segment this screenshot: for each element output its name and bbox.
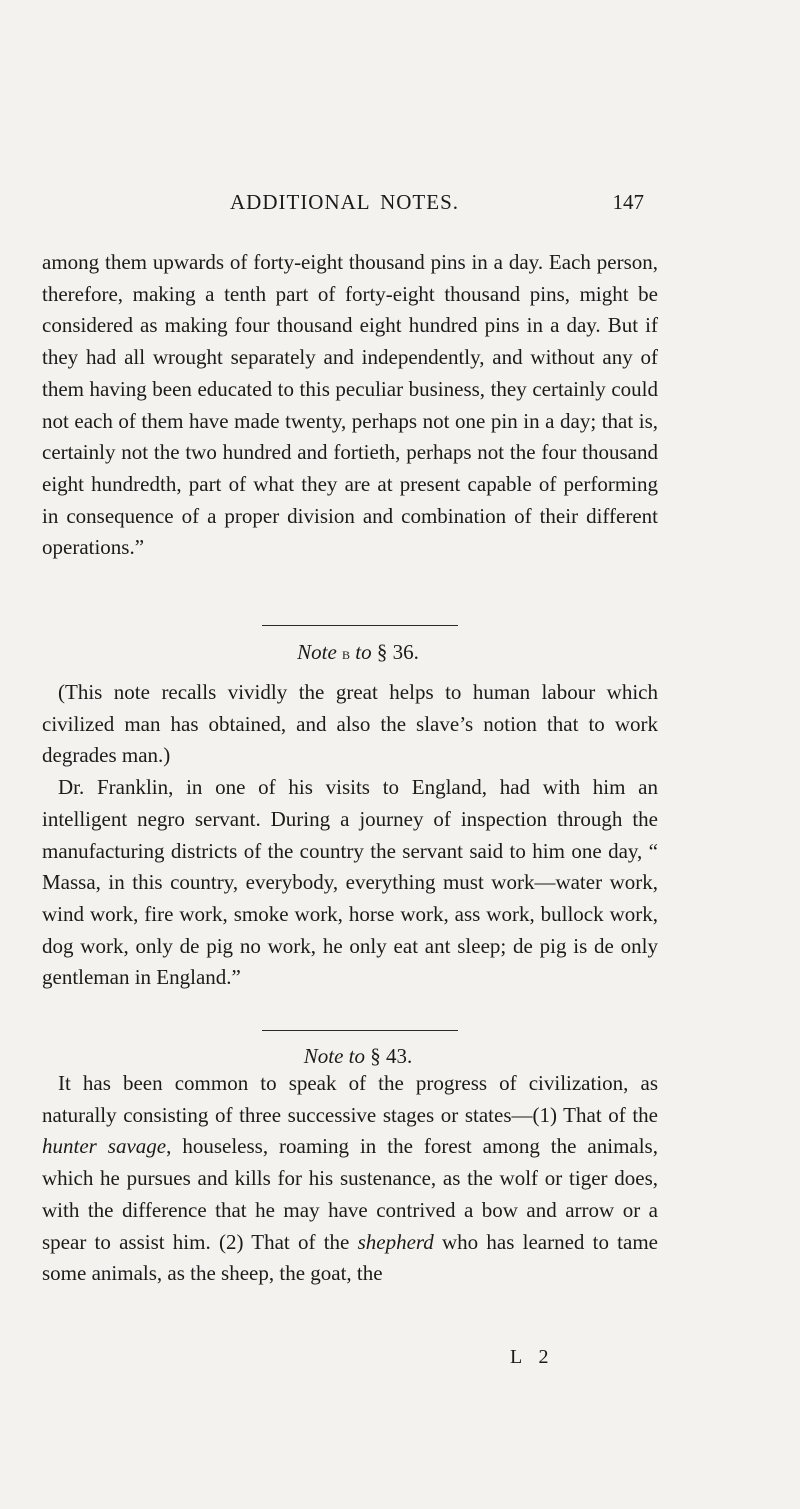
page-number: 147: [612, 190, 644, 214]
note-b-intro: (This note recalls vividly the great helps to human labour which civilized man has obtained, and also the slave’s notion that to work degrades man.): [42, 680, 658, 768]
note-43-body: [42, 1068, 658, 1290]
section-divider: [262, 1030, 458, 1031]
note-43-hunter-savage: hunter savage: [42, 1134, 167, 1159]
signature-mark: L 2: [510, 1346, 555, 1368]
note-heading-43: [0, 1044, 716, 1069]
note-heading-letter: b: [342, 644, 351, 663]
note-43-shepherd: shepherd: [357, 1229, 434, 1254]
note-b-body: Dr. Franklin, in one of his visits to England, had with him an intelligent negro servant. During a journey of inspection through the manufacturing districts of the country the servant said to him one day, “ Massa, in this country, everybody, everything must work—water work, wind work, fire work, smoke work, horse work, ass work, bullock work, dog work, only de pig no work, he only eat ant sleep; de pig is de only gentleman in England.”: [42, 775, 658, 990]
section-divider: [262, 625, 458, 626]
note-b-text: [42, 677, 658, 994]
running-head: ADDITIONAL NOTES.: [230, 190, 460, 214]
note-43-text-c: who has learned to tame some animals, as the sheep, the goat, the: [42, 1229, 658, 1286]
note-heading-prefix: Note to: [303, 1044, 365, 1068]
note-heading-prefix: Note: [297, 640, 337, 664]
note-heading-section: § 43.: [370, 1044, 413, 1068]
paragraph-continuation: among them upwards of forty-eight thousand pins in a day. Each person, therefore, making a tenth part of forty-eight thousand pins, might be considered as making four thousand eight hundred pins in a day. But if they had all wrought separately and independently, and without any of them having been educated to this peculiar business, they certainly could not each of them have made twenty, perhaps not one pin in a day; that is, certainly not the two hundred and fortieth, perhaps not the four thousand eight hundredth, part of what they are at present capable of performing in consequence of a proper division and combination of their different operations.”: [42, 250, 658, 560]
note-43-text-b: , houseless, roaming in the forest among the animals, which he pursues and kills for his sustenance, as the wolf or tiger does, with the difference that he may have contrived a bow and arrow or a spear to assist him. (2) That of the: [42, 1134, 658, 1254]
note-heading-to: to: [355, 640, 372, 664]
note-heading-section: § 36.: [376, 640, 419, 664]
page-header: [0, 190, 800, 220]
note-43-text-a: It has been common to speak of the progress of civilization, as naturally consisting of three successive stages or states—(1) That of the: [42, 1071, 658, 1127]
note-heading-b: [0, 640, 716, 665]
